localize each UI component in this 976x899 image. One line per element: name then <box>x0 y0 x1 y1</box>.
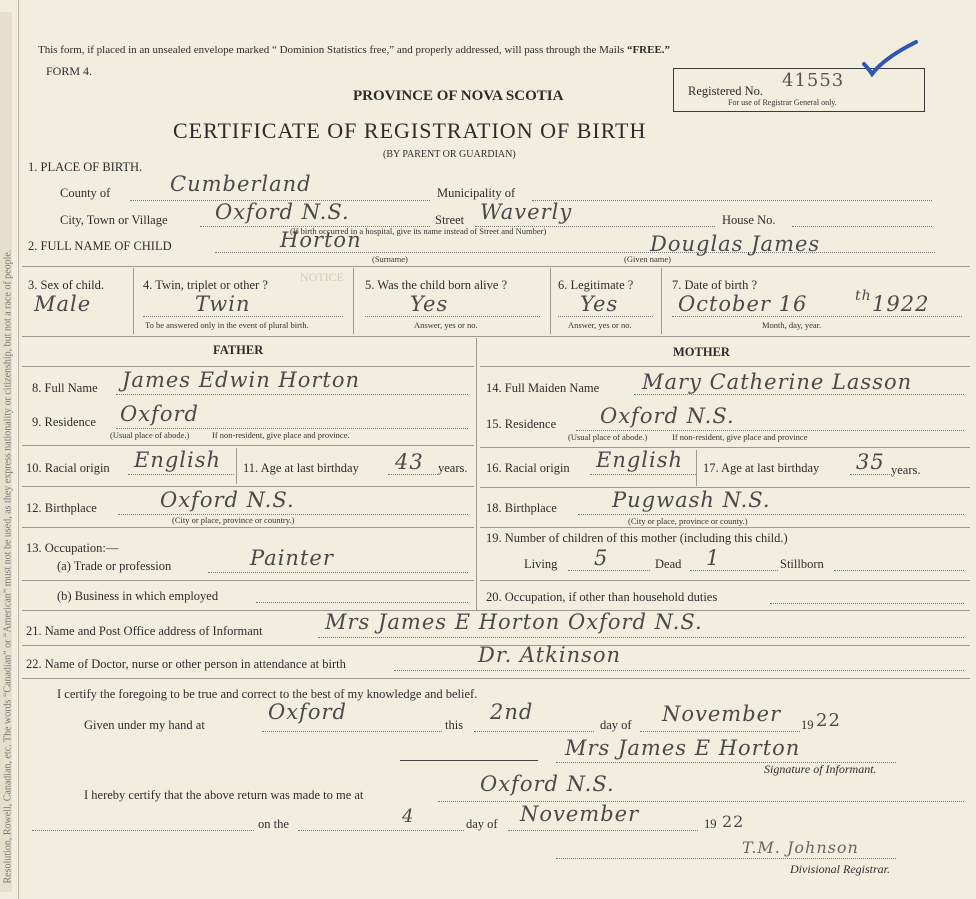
dead-label: Dead <box>655 557 682 571</box>
stillborn-label: Stillborn <box>780 557 824 571</box>
father-mother-divider <box>476 338 477 610</box>
mother-heading: MOTHER <box>673 345 730 359</box>
alive-value: Yes <box>410 292 449 316</box>
house-number-line <box>792 226 932 227</box>
father-racial-label: 10. Racial origin <box>26 461 110 475</box>
legitimate-label: 6. Legitimate ? <box>558 278 634 292</box>
date-of-birth-value: October 16 <box>678 292 808 316</box>
registered-label: Registered No. <box>688 84 763 98</box>
certificate-subtitle: (BY PARENT OR GUARDIAN) <box>383 149 516 160</box>
mother-maiden-label: 14. Full Maiden Name <box>486 381 600 395</box>
alive-line <box>365 316 540 317</box>
date-year: 1922 <box>872 292 930 316</box>
registrar-year-prefix: 19 <box>704 817 717 831</box>
doctor-value: Dr. Atkinson <box>478 643 622 667</box>
mother-occupation-label: 20. Occupation, if other than household duties <box>486 590 718 604</box>
given-under-hand-label: Given under my hand at <box>84 718 205 732</box>
divider <box>133 268 134 334</box>
given-place-line <box>262 731 442 732</box>
children-count-label: 19. Number of children of this mother (including this child.) <box>486 531 788 545</box>
mother-maiden-line <box>634 394 964 395</box>
twin-value: Twin <box>195 292 251 316</box>
twin-label: 4. Twin, triplet or other ? <box>143 278 268 292</box>
date-note: Month, day, year. <box>762 320 822 330</box>
mother-age-value: 35 <box>856 450 885 474</box>
child-name-label: 2. FULL NAME OF CHILD <box>28 239 172 253</box>
father-age-line <box>388 474 438 475</box>
mother-birthplace-label: 18. Birthplace <box>486 501 557 515</box>
father-racial-value: English <box>134 448 222 472</box>
form-number: FORM 4. <box>46 64 93 78</box>
father-residence-value: Oxford <box>120 402 199 426</box>
doctor-line <box>394 670 964 671</box>
rule <box>22 527 474 528</box>
father-name-label: 8. Full Name <box>32 381 98 395</box>
alive-note: Answer, yes or no. <box>414 320 478 330</box>
bleed-through-text: NOTICE <box>300 270 344 284</box>
municipality-label: Municipality of <box>437 186 516 200</box>
father-birthplace-label: 12. Birthplace <box>26 501 97 515</box>
father-abode-note: (Usual place of abode.) <box>110 430 190 440</box>
registrar-place-value: Oxford N.S. <box>480 772 615 796</box>
child-given-name-value: Douglas James <box>650 232 821 256</box>
informant-signature: Mrs James E Horton <box>565 736 801 760</box>
margin-instruction-text: Resolution, Rowell, Canadian, etc. The words “Canadian” or “American” must not be used, as they express nationality or citizenship, but not a race of people. <box>2 249 14 884</box>
on-the-label: on the <box>258 817 289 831</box>
birth-details-top-rule <box>22 266 970 267</box>
twin-note: To be answered only in the event of plural birth. <box>145 320 309 330</box>
county-value: Cumberland <box>170 172 312 196</box>
registrar-day-line <box>298 830 464 831</box>
rule <box>22 445 474 446</box>
registrar-year-value: 22 <box>722 812 745 831</box>
living-label: Living <box>524 557 558 571</box>
date-of-birth-label: 7. Date of birth ? <box>672 278 758 292</box>
doctor-label: 22. Name of Doctor, nurse or other person in attendance at birth <box>26 657 346 671</box>
municipality-line <box>532 200 932 201</box>
birth-details-bottom-rule <box>22 336 970 337</box>
cert-month-line <box>640 731 800 732</box>
fold-line <box>18 0 19 899</box>
mother-residence-value: Oxford N.S. <box>600 404 735 428</box>
mail-notice-free: “FREE.” <box>626 44 671 56</box>
father-birthplace-value: Oxford N.S. <box>160 488 295 512</box>
rule <box>480 580 970 581</box>
father-birthplace-note: (City or place, province or country.) <box>172 515 295 525</box>
father-name-line <box>116 394 468 395</box>
father-age-unit: years. <box>438 461 468 475</box>
dead-line <box>690 570 778 571</box>
street-label: Street <box>435 213 465 227</box>
registrar-signature-line <box>556 858 896 859</box>
county-label: County of <box>60 186 111 200</box>
signature-dash <box>400 760 538 761</box>
city-value: Oxford N.S. <box>215 200 350 224</box>
cert-day-line <box>474 731 594 732</box>
sex-label: 3. Sex of child. <box>28 278 105 292</box>
surname-caption: (Surname) <box>372 254 408 264</box>
divider <box>696 450 697 486</box>
cert-day-of-label: day of <box>600 718 632 732</box>
twin-line <box>143 316 343 317</box>
rule <box>22 486 474 487</box>
divider <box>550 268 551 334</box>
given-place-value: Oxford <box>268 700 347 724</box>
registrar-place-line <box>438 801 964 802</box>
alive-label: 5. Was the child born alive ? <box>365 278 508 292</box>
child-name-line <box>215 252 935 253</box>
divider <box>661 268 662 334</box>
mother-racial-value: English <box>596 448 684 472</box>
province-heading: PROVINCE OF NOVA SCOTIA <box>353 88 564 104</box>
mother-residence-line <box>576 430 964 431</box>
father-business-line <box>256 602 468 603</box>
date-suffix: th <box>855 288 872 304</box>
father-occupation-label: 13. Occupation:— <box>26 541 119 555</box>
informant-label: 21. Name and Post Office address of Informant <box>26 624 263 638</box>
street-value: Waverly <box>480 200 573 224</box>
place-of-birth-label: 1. PLACE OF BIRTH. <box>28 160 143 174</box>
registered-number: 41553 <box>782 70 845 91</box>
informant-value: Mrs James E Horton Oxford N.S. <box>325 610 703 634</box>
sex-value: Male <box>34 292 92 316</box>
mother-header-rule <box>480 366 970 367</box>
living-value: 5 <box>594 546 609 570</box>
cert-day-value: 2nd <box>490 700 534 724</box>
father-name-value: James Edwin Horton <box>122 368 360 392</box>
cert-month-value: November <box>662 702 782 726</box>
mother-birthplace-value: Pugwash N.S. <box>612 488 771 512</box>
date-line <box>672 316 962 317</box>
father-trade-line <box>208 572 468 573</box>
divider <box>353 268 354 334</box>
father-age-value: 43 <box>395 450 424 474</box>
father-racial-line <box>128 474 234 475</box>
mother-occupation-line <box>770 603 964 604</box>
mother-age-unit: years. <box>891 463 921 477</box>
city-label: City, Town or Village <box>60 213 168 227</box>
certify-text: I certify the foregoing to be true and correct to the best of my knowledge and belief. <box>57 687 478 701</box>
mother-racial-label: 16. Racial origin <box>486 461 570 475</box>
registrar-signature: T.M. Johnson <box>742 838 859 857</box>
this-label: this <box>445 718 464 732</box>
father-nonresident-note: If non-resident, give place and province. <box>212 430 350 440</box>
father-residence-label: 9. Residence <box>32 415 96 429</box>
mother-racial-line <box>590 474 696 475</box>
mother-birthplace-line <box>578 514 964 515</box>
rule <box>480 447 970 448</box>
father-header-rule <box>22 366 474 367</box>
legitimate-note: Answer, yes or no. <box>568 320 632 330</box>
mother-abode-note: (Usual place of abode.) <box>568 432 648 442</box>
legitimate-line <box>558 316 653 317</box>
legitimate-value: Yes <box>580 292 619 316</box>
living-line <box>568 570 650 571</box>
blue-check-mark-icon <box>860 40 922 82</box>
mother-residence-label: 15. Residence <box>486 417 557 431</box>
rule <box>480 527 970 528</box>
hospital-note: (If birth occurred in a hospital, give its name instead of Street and Number) <box>290 226 547 236</box>
father-age-label: 11. Age at last birthday <box>243 461 359 475</box>
certificate-title: CERTIFICATE OF REGISTRATION OF BIRTH <box>173 118 647 143</box>
mail-notice-text: This form, if placed in an unsealed envelope marked “ Dominion Statistics free,” and properly addressed, will pass through the Mails <box>38 44 625 56</box>
child-surname-value: Horton <box>280 228 362 252</box>
father-trade-value: Painter <box>250 546 334 570</box>
registrar-caption: Divisional Registrar. <box>790 862 891 876</box>
registrar-use-note: For use of Registrar General only. <box>728 98 837 107</box>
registrar-leading-line <box>32 830 254 831</box>
registrar-certify-text: I hereby certify that the above return was made to me at <box>84 788 364 802</box>
mother-birthplace-note: (City or place, province or county.) <box>628 516 748 526</box>
rule <box>22 580 474 581</box>
registrar-month-line <box>508 830 698 831</box>
cert-year-prefix: 19 <box>801 718 814 732</box>
father-residence-line <box>116 428 468 429</box>
father-trade-label: (a) Trade or profession <box>57 559 172 573</box>
mother-nonresident-note: If non-resident, give place and province <box>672 432 808 442</box>
house-number-label: House No. <box>722 213 776 227</box>
mail-notice <box>38 44 670 56</box>
cert-year-value: 22 <box>816 710 841 731</box>
stillborn-line <box>834 570 964 571</box>
rule <box>22 678 970 679</box>
father-business-label: (b) Business in which employed <box>57 589 219 603</box>
mother-age-line <box>850 474 892 475</box>
mother-maiden-value: Mary Catherine Lasson <box>642 370 913 394</box>
father-heading: FATHER <box>213 343 264 357</box>
mother-age-label: 17. Age at last birthday <box>703 461 820 475</box>
registrar-day-value: 4 <box>402 806 415 827</box>
dead-value: 1 <box>706 546 721 570</box>
informant-line <box>318 637 964 638</box>
given-name-caption: (Given name) <box>624 254 671 264</box>
registrar-day-of-label: day of <box>466 817 498 831</box>
registrar-month-value: November <box>520 802 640 826</box>
signature-caption: Signature of Informant. <box>764 762 877 776</box>
divider <box>236 448 237 484</box>
